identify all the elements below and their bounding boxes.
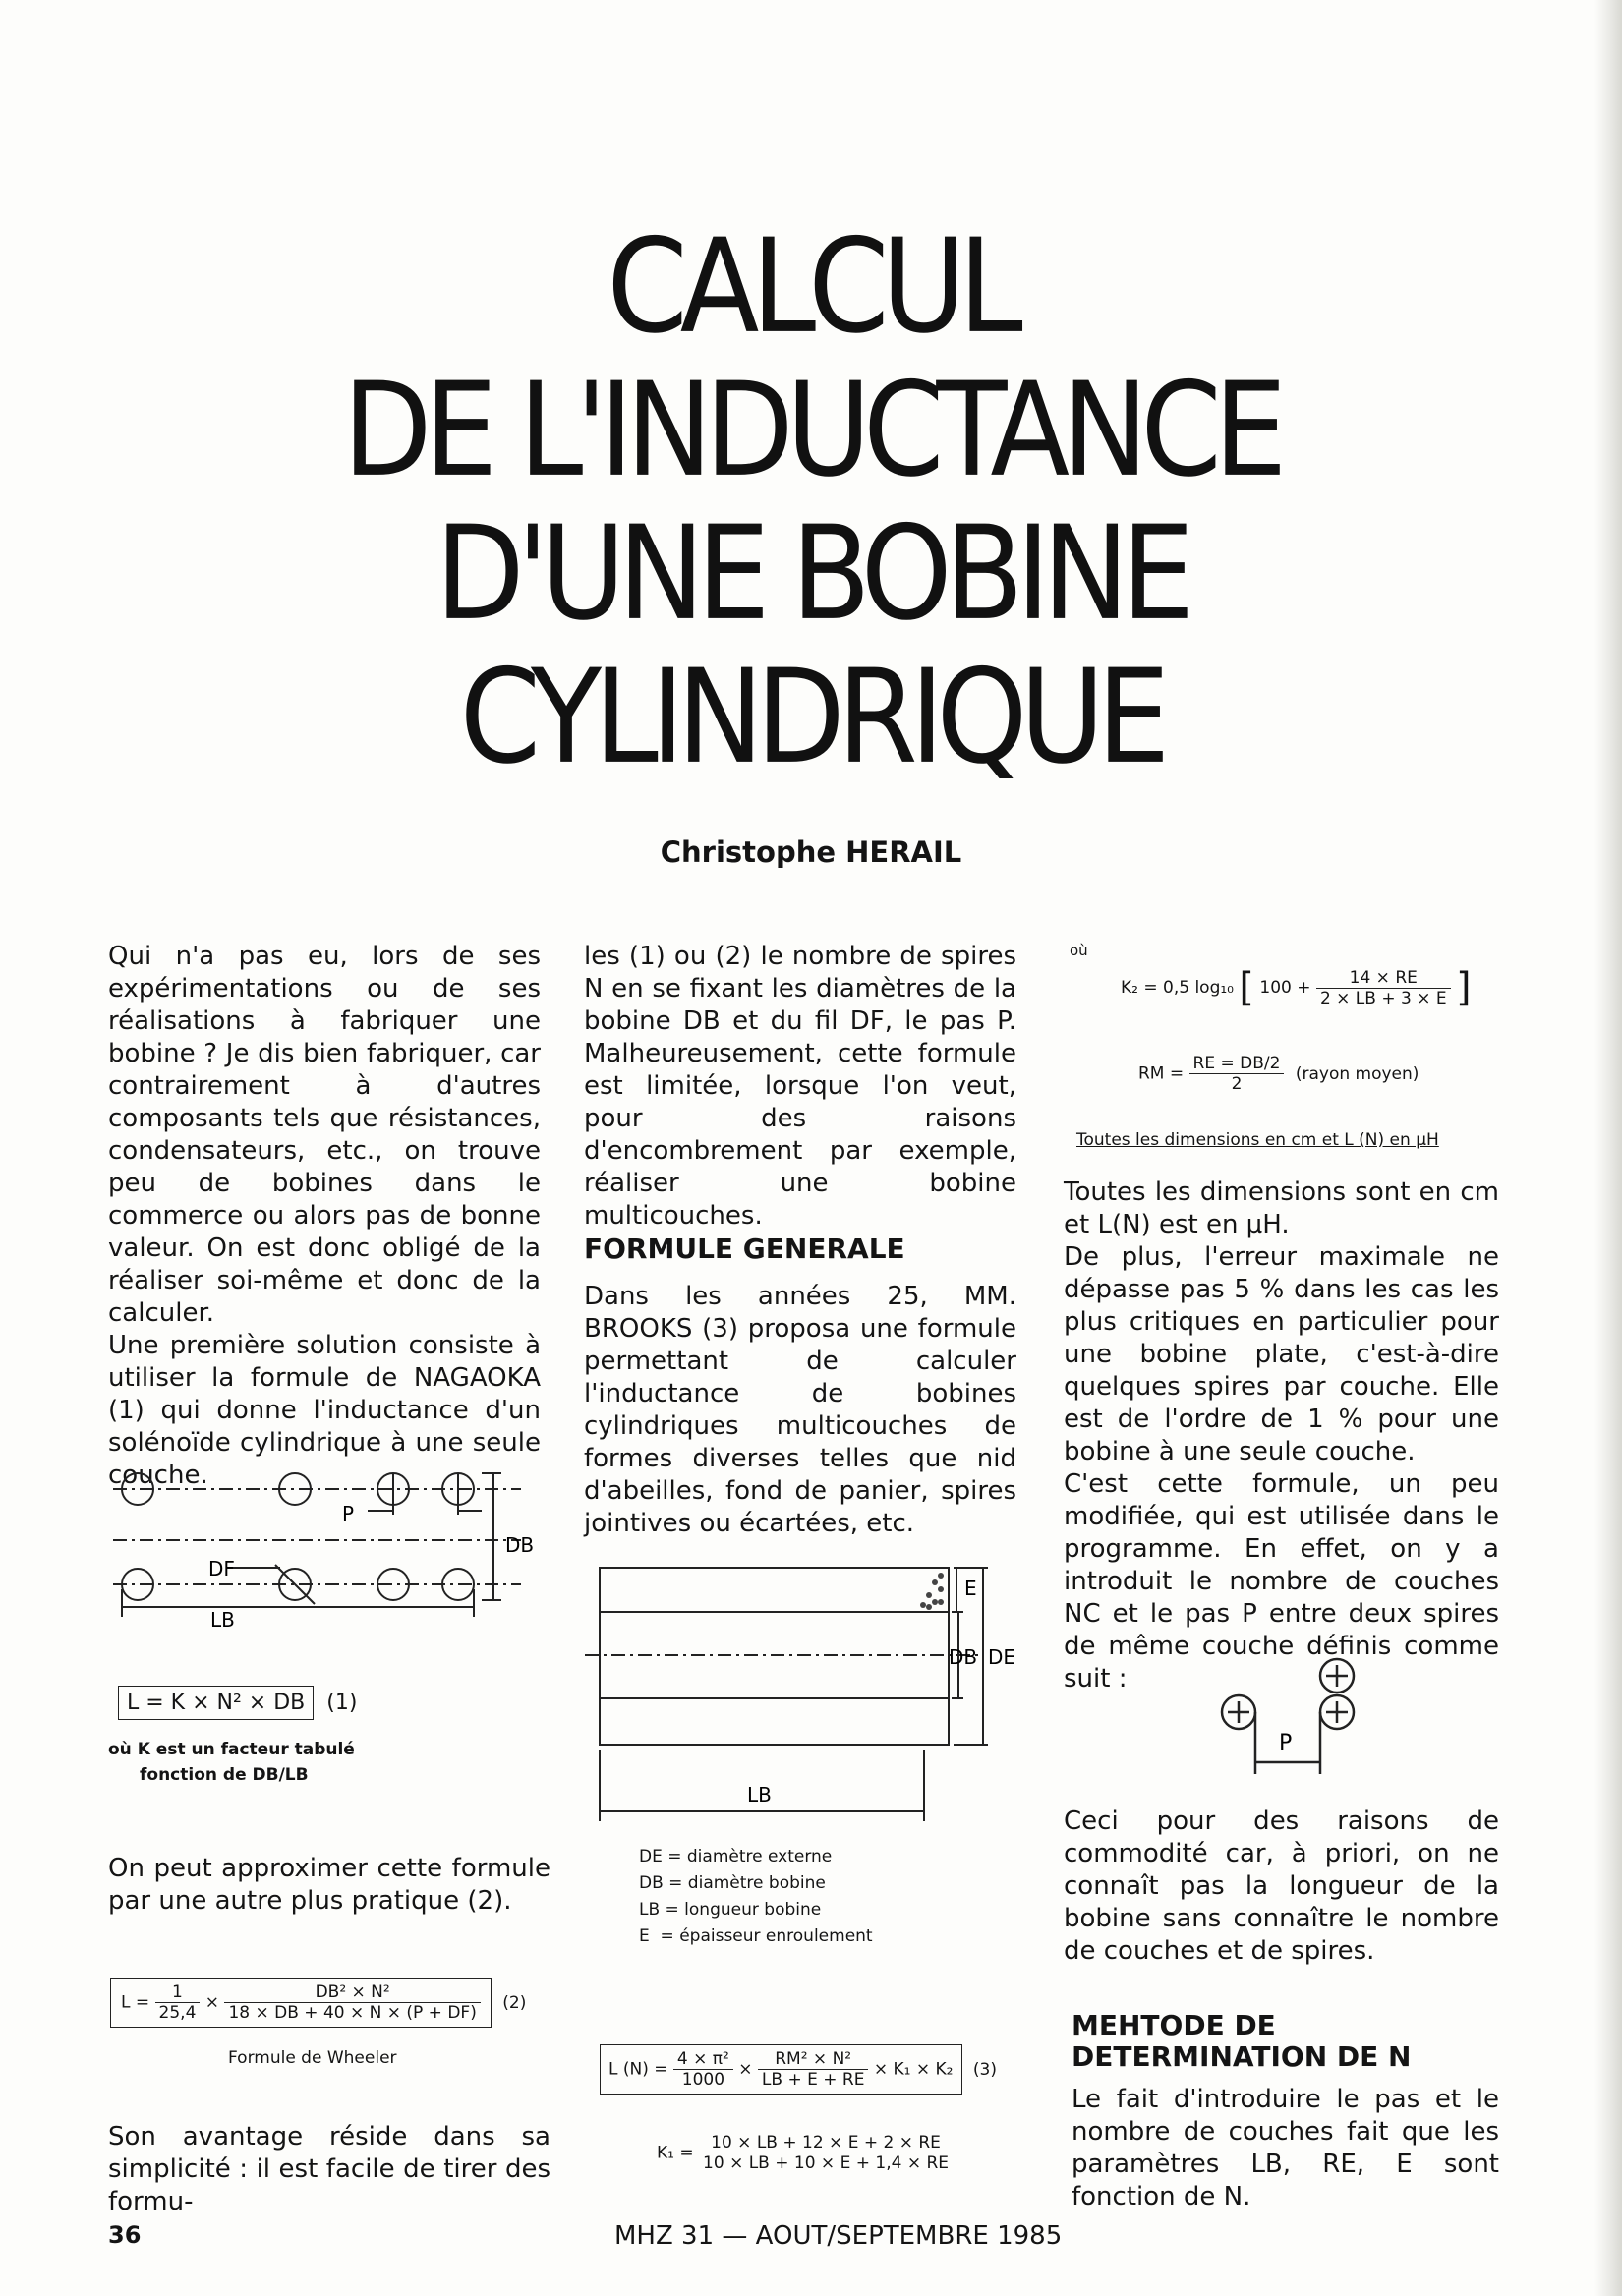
coil-legend: [639, 1844, 873, 1950]
k2-bracket-close: ]: [1456, 965, 1472, 1010]
formula-brooks: [600, 2044, 997, 2095]
column-3: [1064, 1177, 1499, 1695]
col3-paragraph-2: De plus, l'erreur maximale ne dépasse pas 5 % dans les cas les plus critiques en particulier pour une bobine plate, c'est-à-dire quelques spires par couche. Elle est de l'ordre de 1 % pour une bobine à une seule couche.: [1064, 1242, 1499, 1466]
formula-2-caption: Formule de Wheeler: [228, 2048, 397, 2068]
formula-3-f2-den: LB + E + RE: [761, 2070, 865, 2090]
heading-methode-line-1: MEHTODE DE: [1072, 2009, 1276, 2041]
column-1: [108, 941, 541, 1492]
title-line-3: D'UNE BOBINE: [434, 496, 1188, 650]
fig1-label-lb: LB: [210, 1608, 235, 1632]
fig1-label-db: DB: [505, 1533, 535, 1557]
formula-2-f2-den: 18 × DB + 40 × N × (P + DF): [228, 2003, 477, 2023]
formula-rm: [1138, 1054, 1419, 1094]
rm-num: RE = DB/2: [1189, 1054, 1285, 1074]
col1-paragraph-3-text: On peut approximer cette formule par une autre plus pratique (2).: [108, 1854, 550, 1916]
formula-2-fraction-1: [155, 1982, 201, 2023]
formula-1-note-1: où K est un facteur tabulé: [108, 1740, 355, 1759]
formula-3-fraction-1: [673, 2049, 733, 2090]
column-2: [584, 941, 1016, 1233]
formula-nagaoka: [118, 1691, 357, 1715]
k2-inner: 100 +: [1259, 978, 1311, 998]
k2-fraction: [1316, 968, 1451, 1008]
fig1-label-p: P: [342, 1502, 355, 1525]
col2-paragraph-2-text: Dans les années 25, MM. BROOKS (3) proposa une formule permettant de calculer l'inductance de bobines cylindriques multicouches de formes diverses telles que nid d'abeilles, fond de panier, spires jointives ou écartées, etc.: [584, 1282, 1016, 1538]
formula-3-ref: (3): [972, 2059, 997, 2080]
col1-paragraph-2: Une première solution consiste à utiliser la formule de NAGAOKA (1) qui donne l'inductance d'un solénoïde cylindrique à une seule couche.: [108, 1331, 541, 1490]
col3-paragraph-3: C'est cette formule, un peu modifiée, qui est utilisée dans le programme. En effet, on y a introduit le nombre de couches NC et le pas P entre deux spires de même couche définis comme suit :: [1064, 1469, 1499, 1693]
formula-k1: [657, 2133, 953, 2173]
fig2-label-e: E: [964, 1577, 977, 1600]
fig2-label-lb: LB: [747, 1783, 772, 1807]
col2-paragraph-1: les (1) ou (2) le nombre de spires N en se fixant les diamètres de la bobine DB et du fil DF, le pas P. Malheureusement, cette formule est limitée, lorsque l'on veut, pour des raisons d'encombrement par exemple, réaliser une bobine multicouches.: [584, 942, 1016, 1231]
title-line-4: CYLINDRIQUE: [459, 640, 1163, 793]
k2-bracket-open: [: [1239, 965, 1255, 1010]
formula-3-f1-num: 4 × π²: [673, 2049, 733, 2070]
coil-section-figure: [575, 1558, 1027, 1843]
author: Christophe HERAIL: [660, 835, 962, 869]
issue-line: MHZ 31 — AOUT/SEPTEMBRE 1985: [614, 2221, 1063, 2251]
legend-item: E = épaisseur enroulement: [639, 1926, 873, 1946]
col2-paragraph-2: [584, 1281, 1016, 1540]
col3-paragraph-5-text: Le fait d'introduire le pas et le nombre de couches fait que les paramètres LB, RE, E sont fonction de N.: [1072, 2085, 1499, 2211]
formula-3-lhs: L (N) =: [608, 2059, 668, 2080]
formula-3-tail: × K₁ × K₂: [873, 2059, 954, 2080]
formula-2-ref: (2): [502, 1992, 527, 2013]
formula-2-f1-den: 25,4: [158, 2003, 197, 2023]
formula-3-times: ×: [738, 2059, 753, 2080]
k1-lhs: K₁ =: [657, 2143, 694, 2163]
formula-wheeler: [110, 1978, 526, 2028]
rm-note: (rayon moyen): [1295, 1063, 1419, 1084]
legend-item: DE = diamètre externe: [639, 1847, 833, 1866]
formula-2-f1-num: 1: [155, 1982, 201, 2003]
units-note: Toutes les dimensions en cm et L (N) en µH: [1076, 1130, 1439, 1150]
formula-2-f2-num: DB² × N²: [224, 1982, 480, 2003]
formula-2-fraction-2: [224, 1982, 480, 2023]
rm-den: 2: [1231, 1074, 1243, 1094]
formula-3-f1-den: 1000: [681, 2070, 725, 2090]
formula-1-ref: (1): [326, 1691, 358, 1715]
formula-2-lhs: L =: [121, 1992, 150, 2013]
col1-paragraph-4: [108, 2121, 550, 2218]
rm-fraction: [1189, 1054, 1285, 1094]
fig2-label-de: DE: [988, 1645, 1016, 1669]
col3-paragraph-4-text: Ceci pour des raisons de commodité car, à priori, on ne connaît pas la longueur de la bobine sans connaître le nombre de couches et de spires.: [1064, 1807, 1499, 1966]
k1-fraction: [699, 2133, 953, 2173]
formula-2-box: [110, 1978, 492, 2028]
k2-lhs: K₂ = 0,5 log₁₀: [1121, 978, 1234, 998]
formula-3-fraction-2: [758, 2049, 869, 2090]
formula-1-box: L = K × N² × DB: [118, 1686, 314, 1720]
legend-item: LB = longueur bobine: [639, 1900, 822, 1920]
formula-3-f2-num: RM² × N²: [758, 2049, 869, 2070]
winding-pitch-figure: [1214, 1651, 1391, 1789]
k1-num: 10 × LB + 12 × E + 2 × RE: [699, 2133, 953, 2153]
coil-spacing-figure: [108, 1460, 560, 1636]
heading-formule-generale: FORMULE GENERALE: [584, 1233, 905, 1265]
col3-ou: où: [1070, 942, 1088, 959]
fig2-label-db: DB: [949, 1645, 978, 1669]
page-number: 36: [108, 2221, 142, 2249]
title-line-1: CALCUL: [607, 209, 1015, 363]
fig1-label-df: DF: [208, 1557, 235, 1580]
title-line-2: DE L'INDUCTANCE: [342, 353, 1280, 506]
rm-lhs: RM =: [1138, 1063, 1185, 1084]
col1-paragraph-4-text: Son avantage réside dans sa simplicité : il est facile de tirer des formu-: [108, 2122, 550, 2216]
col3-paragraph-1: Toutes les dimensions sont en cm et L(N) est en µH.: [1064, 1177, 1499, 1239]
heading-methode-line-2: DETERMINATION DE N: [1072, 2040, 1412, 2073]
k1-den: 10 × LB + 10 × E + 1,4 × RE: [703, 2153, 950, 2173]
col3-paragraph-5: [1072, 2084, 1499, 2213]
legend-item: DB = diamètre bobine: [639, 1873, 826, 1893]
fig3-label-p: P: [1279, 1731, 1293, 1755]
formula-2-times: ×: [204, 1992, 220, 2013]
col3-paragraph-4: [1064, 1806, 1499, 1968]
col1-paragraph-1: Qui n'a pas eu, lors de ses expérimentations ou de ses réalisations à fabriquer une bobine ? Je dis bien fabriquer, car contrairement à d'autres composants tels que résistances, condensateurs, etc., on trouve peu de bobines dans le commerce ou alors pas de bonne valeur. On est donc obligé de la réaliser soi-même et donc de la calculer.: [108, 942, 541, 1328]
formula-1-note-2: fonction de DB/LB: [140, 1765, 309, 1785]
col1-paragraph-3: [108, 1853, 550, 1918]
formula-k2: [1121, 965, 1472, 1010]
k2-num: 14 × RE: [1316, 968, 1451, 989]
k2-den: 2 × LB + 3 × E: [1319, 988, 1447, 1008]
formula-3-box: [600, 2044, 962, 2095]
